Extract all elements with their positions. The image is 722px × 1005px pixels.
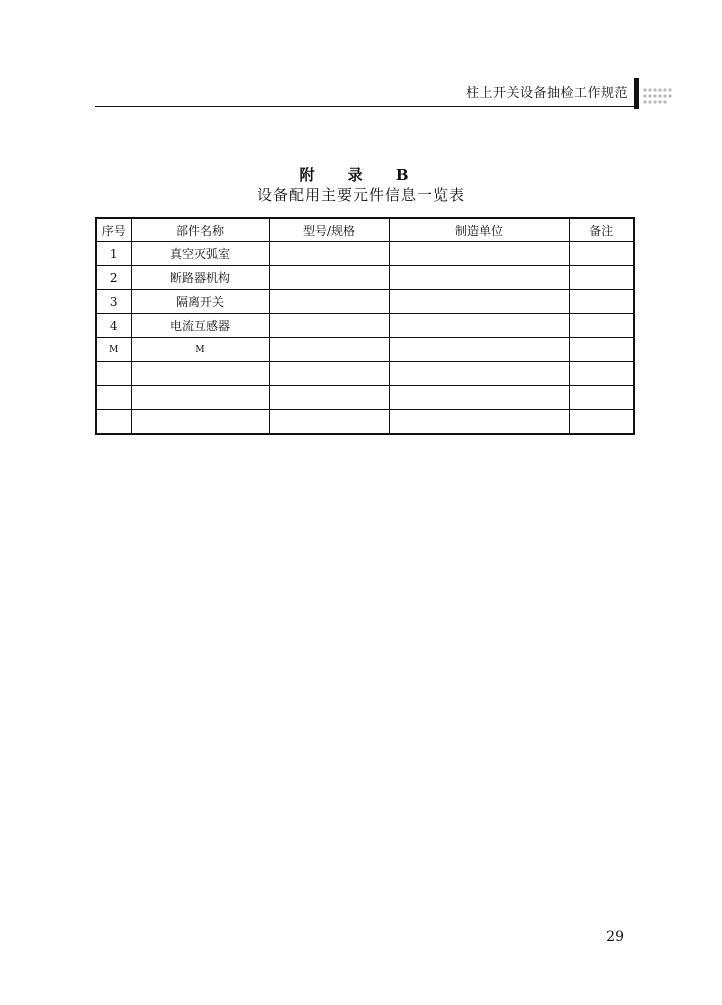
cell-remarks [569,290,634,314]
cell-index: 4 [96,314,131,338]
cell-model-spec [269,362,389,386]
cell-model-spec [269,266,389,290]
cell-index [96,410,131,435]
cell-model-spec [269,338,389,362]
header-accent-bar [634,78,639,109]
column-header-model-spec: 型号/规格 [269,218,389,242]
cell-index: 3 [96,290,131,314]
cell-part-name: 电流互感器 [131,314,269,338]
cell-model-spec [269,410,389,435]
header-divider [95,106,634,107]
cell-part-name: 真空灭弧室 [131,242,269,266]
appendix-title: 设备配用主要元件信息一览表 [256,186,465,204]
cell-model-spec [269,290,389,314]
table-row [96,290,634,314]
table-row [96,362,634,386]
cell-index [96,386,131,410]
cell-remarks [569,242,634,266]
cell-index: M [96,338,131,362]
table-row [96,386,634,410]
page-number: 29 [606,929,624,945]
cell-remarks [569,362,634,386]
cell-part-name [131,362,269,386]
cell-index [96,362,131,386]
cell-manufacturer [389,410,569,435]
table-row [96,410,634,435]
column-header-remarks: 备注 [569,218,634,242]
cell-remarks [569,338,634,362]
cell-index: 2 [96,266,131,290]
table-row [96,242,634,266]
cell-remarks [569,314,634,338]
cell-part-name [131,410,269,435]
cell-manufacturer [389,314,569,338]
cell-part-name: 断路器机构 [131,266,269,290]
table-header-row [96,218,634,242]
column-header-part-name: 部件名称 [131,218,269,242]
cell-model-spec [269,386,389,410]
column-header-index: 序号 [96,218,131,242]
table-row [96,314,634,338]
cell-manufacturer [389,386,569,410]
cell-part-name [131,386,269,410]
cell-remarks [569,410,634,435]
cell-part-name: 隔离开关 [131,290,269,314]
cell-part-name: M [131,338,269,362]
cell-remarks [569,386,634,410]
cell-model-spec [269,314,389,338]
appendix-label: 附 录 B [299,166,423,184]
header-dot-pattern-icon [642,86,674,108]
cell-model-spec [269,242,389,266]
cell-manufacturer [389,242,569,266]
cell-remarks [569,266,634,290]
component-info-table [95,217,635,435]
running-header-title: 柱上开关设备抽检工作规范 [465,86,628,101]
cell-manufacturer [389,290,569,314]
cell-index: 1 [96,242,131,266]
table-row [96,338,634,362]
cell-manufacturer [389,266,569,290]
cell-manufacturer [389,362,569,386]
table-row [96,266,634,290]
cell-manufacturer [389,338,569,362]
column-header-manufacturer: 制造单位 [389,218,569,242]
